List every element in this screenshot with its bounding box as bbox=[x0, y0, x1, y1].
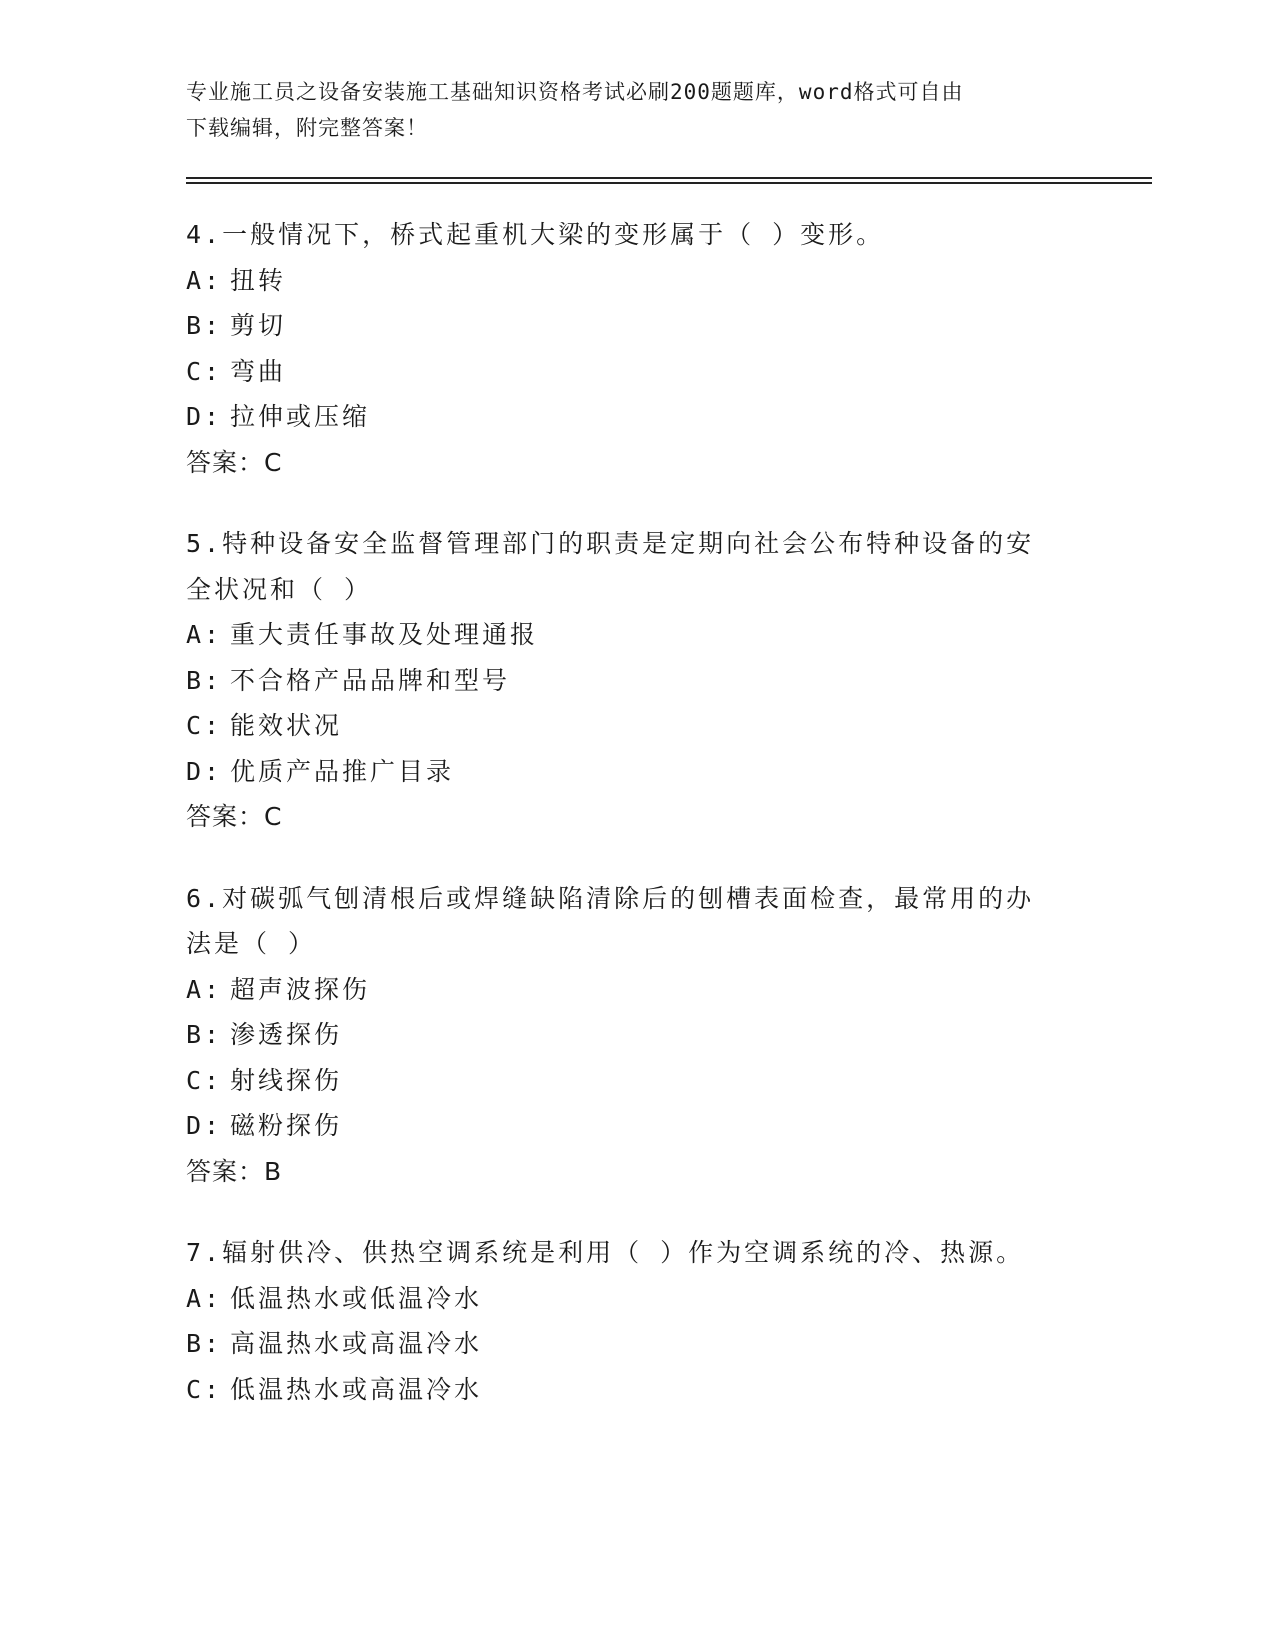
question-stem: 7.辐射供冷、供热空调系统是利用（ ）作为空调系统的冷、热源。 bbox=[186, 1238, 1025, 1267]
option-text: 不合格产品品牌和型号 bbox=[230, 665, 511, 695]
option-text: 优质产品推广目录 bbox=[230, 756, 455, 786]
option-letter: C: bbox=[186, 711, 223, 740]
header-divider-bottom bbox=[186, 182, 1152, 184]
header-divider-top bbox=[186, 177, 1152, 179]
option-letter: C: bbox=[186, 356, 223, 386]
document-header bbox=[186, 74, 1086, 146]
question-5 bbox=[186, 521, 1066, 840]
option-b bbox=[186, 1321, 1066, 1367]
option-d bbox=[186, 1103, 1066, 1149]
option-letter: A: bbox=[186, 265, 223, 295]
option-b bbox=[186, 303, 1066, 349]
question-stem: 6.对碳弧气刨清根后或焊缝缺陷清除后的刨槽表面检查，最常用的办 bbox=[186, 883, 1035, 913]
option-b bbox=[186, 1012, 1066, 1058]
option-c bbox=[186, 703, 1066, 749]
option-c bbox=[186, 1058, 1066, 1104]
question-stem-continued: 全状况和（ ） bbox=[186, 574, 373, 604]
answer: 答案：C bbox=[186, 447, 283, 477]
header-line-1: 专业施工员之设备安装施工基础知识资格考试必刷200题题库，word格式可自由 bbox=[186, 80, 964, 104]
option-letter: D: bbox=[186, 1111, 223, 1140]
question-6 bbox=[186, 876, 1066, 1195]
option-text: 弯曲 bbox=[230, 356, 287, 386]
option-a bbox=[186, 1276, 1066, 1322]
option-text: 超声波探伤 bbox=[230, 974, 371, 1004]
option-text: 低温热水或低温冷水 bbox=[230, 1283, 483, 1313]
option-letter: D: bbox=[186, 402, 223, 431]
question-stem: 5.特种设备安全监督管理部门的职责是定期向社会公布特种设备的安 bbox=[186, 529, 1035, 558]
option-text: 高温热水或高温冷水 bbox=[230, 1329, 483, 1358]
option-c bbox=[186, 1367, 1066, 1413]
option-letter: A: bbox=[186, 974, 223, 1004]
option-text: 剪切 bbox=[230, 311, 287, 340]
option-a bbox=[186, 612, 1066, 658]
option-letter: C: bbox=[186, 1065, 223, 1095]
option-letter: B: bbox=[186, 665, 223, 695]
option-text: 射线探伤 bbox=[230, 1065, 343, 1095]
question-list bbox=[186, 212, 1066, 1448]
answer: 答案：B bbox=[186, 1156, 283, 1186]
option-letter: B: bbox=[186, 1020, 223, 1049]
question-4 bbox=[186, 212, 1066, 485]
answer: 答案：C bbox=[186, 802, 283, 831]
option-letter: B: bbox=[186, 1329, 223, 1358]
option-letter: A: bbox=[186, 1283, 223, 1313]
option-text: 重大责任事故及处理通报 bbox=[230, 620, 539, 649]
option-letter: D: bbox=[186, 756, 223, 786]
option-d bbox=[186, 749, 1066, 795]
option-letter: A: bbox=[186, 620, 223, 649]
question-stem: 4.一般情况下，桥式起重机大梁的变形属于（ ）变形。 bbox=[186, 220, 885, 249]
option-b bbox=[186, 658, 1066, 704]
option-text: 低温热水或高温冷水 bbox=[230, 1374, 483, 1404]
option-letter: B: bbox=[186, 311, 223, 340]
question-7 bbox=[186, 1230, 1066, 1412]
option-text: 磁粉探伤 bbox=[230, 1111, 343, 1140]
option-a bbox=[186, 967, 1066, 1013]
option-a bbox=[186, 258, 1066, 304]
header-line-2: 下载编辑，附完整答案！ bbox=[186, 116, 428, 140]
option-letter: C: bbox=[186, 1374, 223, 1404]
question-stem-continued: 法是（ ） bbox=[186, 929, 317, 958]
option-text: 拉伸或压缩 bbox=[230, 402, 371, 431]
option-c bbox=[186, 349, 1066, 395]
option-text: 渗透探伤 bbox=[230, 1020, 343, 1049]
option-text: 能效状况 bbox=[230, 711, 343, 740]
option-text: 扭转 bbox=[230, 265, 287, 295]
option-d bbox=[186, 394, 1066, 440]
